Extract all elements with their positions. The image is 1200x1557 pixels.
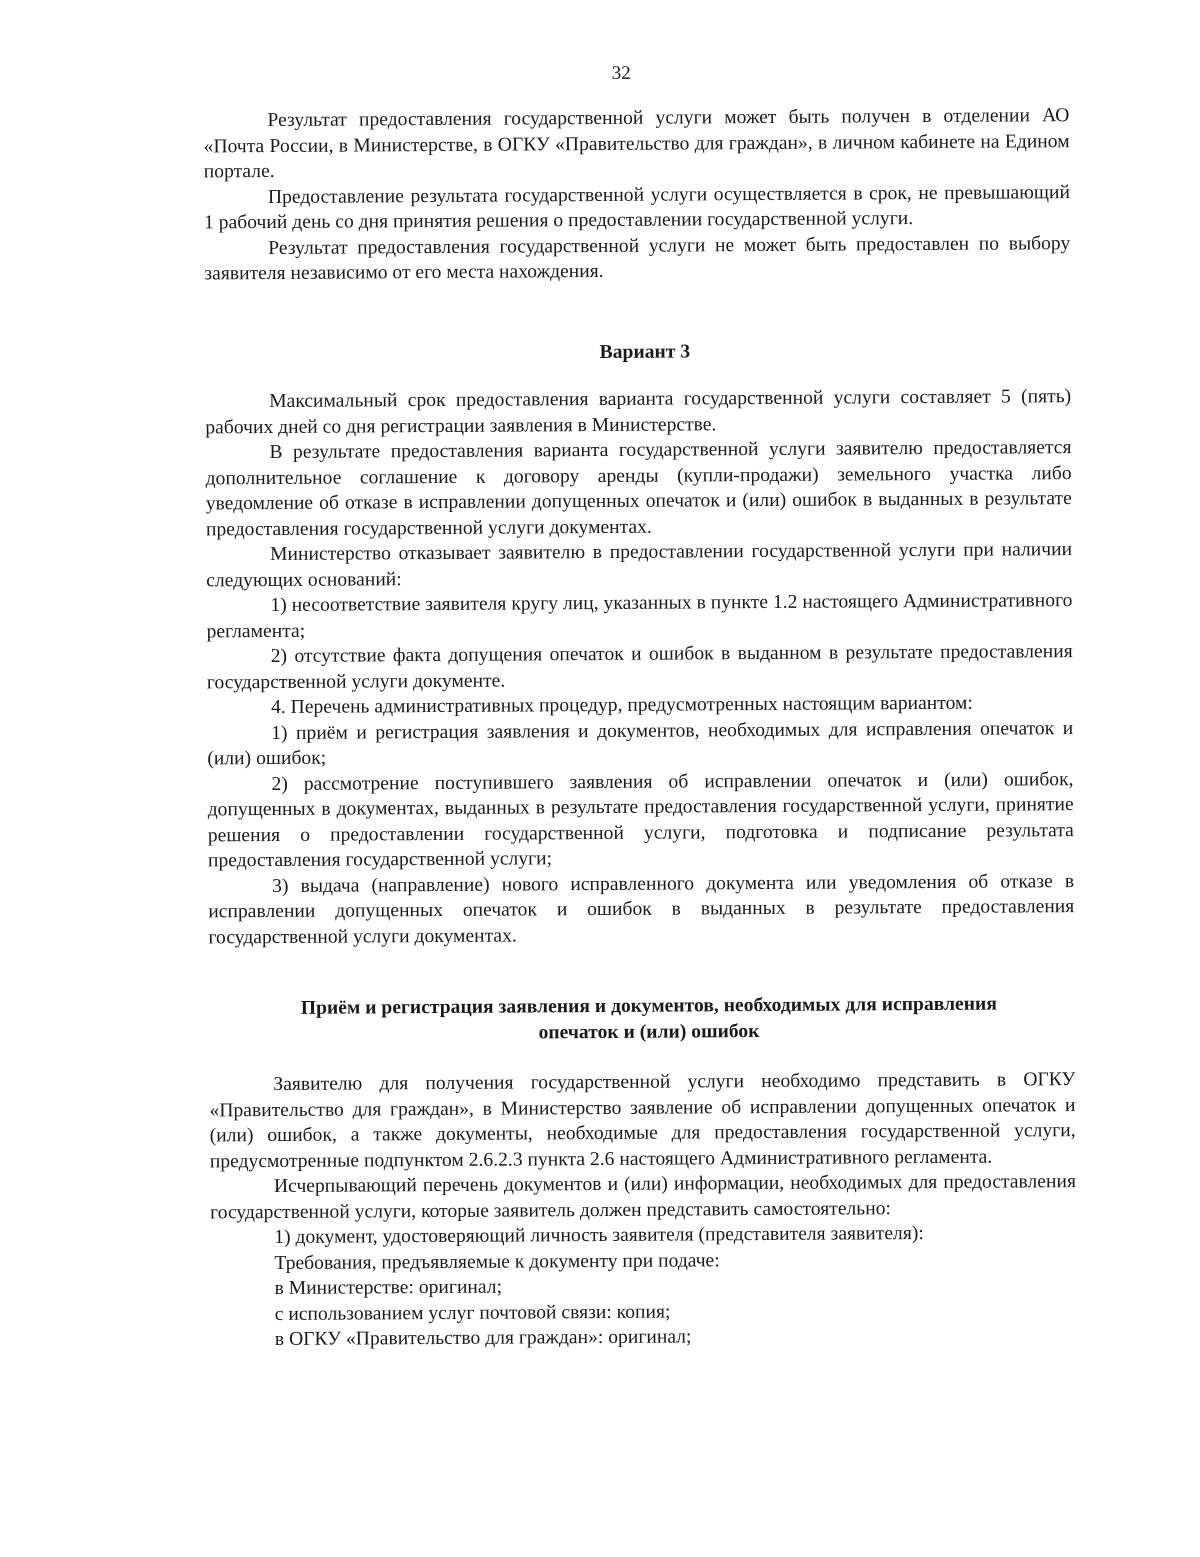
list-item: 3) выдача (направление) нового исправленного документа или уведомления об отказе в исправлении допущенных опечаток и ошибок в выданных в результате предоставления государственной услуги документах.: [208, 870, 1075, 948]
page-number: 32: [611, 62, 631, 84]
list-item: 1) документ, удостоверяющий личность заявителя (представителя заявителя):: [274, 1223, 924, 1248]
reception-heading: [209, 991, 1089, 1047]
list-item: 1) приём и регистрация заявления и документов, необходимых для исправления опечаток и (или) ошибок;: [207, 717, 1074, 770]
variant-heading: Вариант 3: [599, 341, 691, 363]
list-item: в Министерстве: оригинал;: [274, 1276, 503, 1299]
list-item: с использованием услуг почтовой связи: копия;: [274, 1301, 671, 1325]
paragraph: Результат предоставления государственной услуги не может быть предоставлен по выбору заявителя независимо от его места нахождения.: [204, 232, 1071, 285]
reception-heading-line-1: Приём и регистрация заявления и документов, необходимых для исправления: [300, 993, 997, 1019]
paragraph: 4. Перечень административных процедур, предусмотренных настоящим вариантом:: [270, 692, 973, 719]
result-section: [203, 103, 1070, 287]
reception-heading-line-2: опечаток и (или) ошибок: [538, 1020, 760, 1043]
list-item: в ОГКУ «Правительство для граждан»: оригинал;: [274, 1326, 692, 1350]
list-item: Требования, предъявляемые к документу при подаче:: [274, 1249, 720, 1274]
paragraph: Заявителю для получения государственной услуги необходимо представить в ОГКУ «Правительство для граждан», в Министерство заявление об исправлении допущенных опечаток и (или) ошибок, а также документы, необходимые для предоставления государственной услуги, предусмотренные подпунктом 2.6.2.3 пункта 2.6 настоящего Административного регламента.: [209, 1069, 1076, 1172]
paragraph: Максимальный срок предоставления варианта государственной услуги составляет 5 (пять) рабочих дней со дня регистрации заявления в Министерстве.: [205, 386, 1072, 438]
list-item: 1) несоответствие заявителя кругу лиц, указанных в пункте 1.2 настоящего Административного регламента;: [206, 590, 1073, 642]
paragraph: Министерство отказывает заявителю в предоставлении государственной услуги при наличии следующих оснований:: [206, 539, 1073, 591]
reception-section: [209, 1067, 1077, 1353]
list-item: 2) отсутствие факта допущения опечаток и ошибок в выданном в результате предоставления государственной услуги документе.: [206, 641, 1073, 693]
paragraph: Результат предоставления государственной услуги может быть получен в отделении АО «Почта России, в Министерстве, в ОГКУ «Правительство для граждан», в личном кабинете на Едином портале.: [203, 105, 1070, 183]
paragraph: Предоставление результата государственной услуги осуществляется в срок, не превышающий 1 рабочий день со дня принятия решения о предоставлении государственной услуги.: [204, 181, 1070, 234]
paragraph: В результате предоставления варианта государственной услуги заявителю предоставляется дополнительное соглашение к договору аренды (купли-продажи) земельного участка либо уведомление об отказе в исправлении допущенных опечаток и (или) ошибок в выданных в результате предоставления государственной услуги документах.: [205, 437, 1072, 540]
variant-section: [205, 384, 1074, 950]
paragraph: Исчерпывающий перечень документов и (или) информации, необходимых для предоставления государственной услуги, которые заявитель должен представить самостоятельно:: [210, 1171, 1077, 1223]
list-item: 2) рассмотрение поступившего заявления об исправлении опечаток и (или) ошибок, допущенных в документах, выданных в результате предоставления государственной услуги, принятие решения о предоставлении государственной услуги, подготовка и подписание результата предоставления государственной услуги;: [207, 768, 1074, 872]
